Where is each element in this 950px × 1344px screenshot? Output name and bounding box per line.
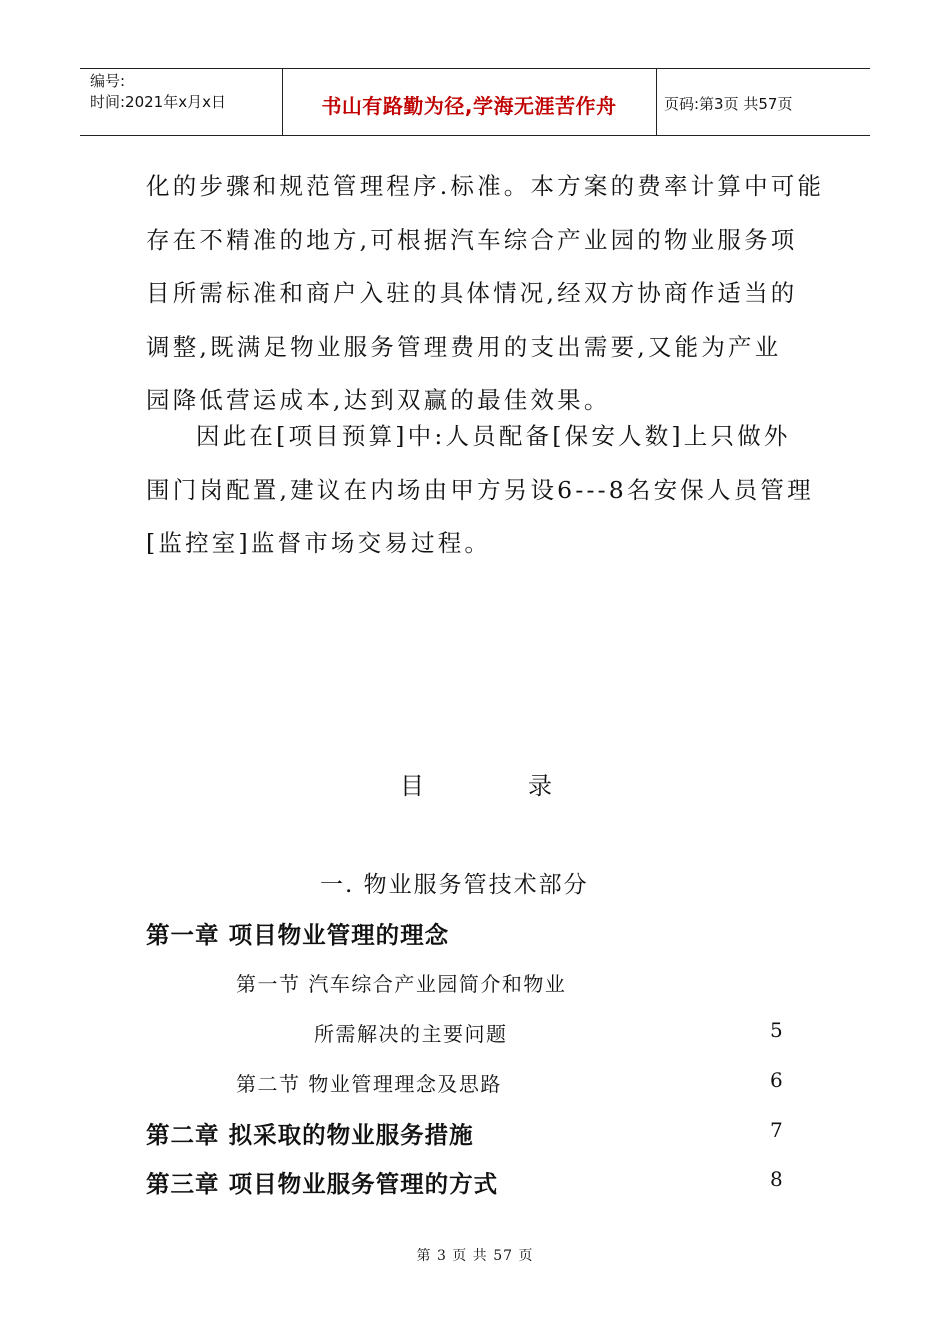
- paragraph-line: 化的步骤和规范管理程序.标准。本方案的费率计算中可能: [146, 172, 825, 200]
- header-meta: [90, 71, 226, 113]
- header-bottom-rule: [80, 135, 870, 136]
- header-motto: 书山有路勤为径,学海无涯苦作舟: [321, 94, 617, 118]
- toc-title-right: 录: [528, 772, 552, 800]
- header-time-label: 时间:2021年x月x日: [90, 93, 226, 111]
- toc-page-number: 6: [770, 1068, 783, 1092]
- paragraph-line: 围门岗配置,建议在内场由甲方另设6---8名安保人员管理: [146, 475, 814, 504]
- toc-part-heading: 一. 物业服务管技术部分: [320, 872, 589, 898]
- toc-section-1-1-line1: 第一节 汽车综合产业园简介和物业: [236, 972, 567, 996]
- toc-title-left: 目: [400, 772, 424, 800]
- body-paragraph-1: [146, 160, 825, 428]
- toc-page-number: 5: [770, 1018, 783, 1042]
- body-paragraph-2: [146, 410, 814, 571]
- toc-chapter-3: 第三章 项目物业服务管理的方式: [146, 1170, 499, 1198]
- toc-page-number: 7: [770, 1118, 783, 1142]
- toc-chapter-1: 第一章 项目物业管理的理念: [146, 921, 450, 949]
- paragraph-line: 因此在[项目预算]中:人员配备[保安人数]上只做外: [196, 422, 791, 450]
- header-top-rule: [80, 68, 870, 69]
- header-divider-2: [656, 68, 657, 135]
- page-footer: 第 3 页 共 57 页: [416, 1248, 534, 1264]
- header-number-label: 编号:: [90, 72, 126, 90]
- paragraph-line: 调整,既满足物业服务管理费用的支出需要,又能为产业: [146, 332, 782, 361]
- toc-title: [400, 766, 552, 801]
- toc-chapter-2: 第二章 拟采取的物业服务措施: [146, 1121, 474, 1149]
- toc-section-1-1-line2: 所需解决的主要问题: [314, 1022, 508, 1046]
- toc-page-number: 8: [770, 1167, 783, 1191]
- paragraph-line: 园降低营运成本,达到双赢的最佳效果。: [146, 386, 611, 414]
- toc-section-1-2: 第二节 物业管理理念及思路: [236, 1072, 502, 1096]
- header-page-info: 页码:第3页 共57页: [664, 95, 793, 113]
- paragraph-line: [监控室]监督市场交易过程。: [146, 529, 492, 557]
- paragraph-line: 目所需标准和商户入驻的具体情况,经双方协商作适当的: [146, 279, 798, 307]
- paragraph-line: 存在不精准的地方,可根据汽车综合产业园的物业服务项: [146, 225, 798, 254]
